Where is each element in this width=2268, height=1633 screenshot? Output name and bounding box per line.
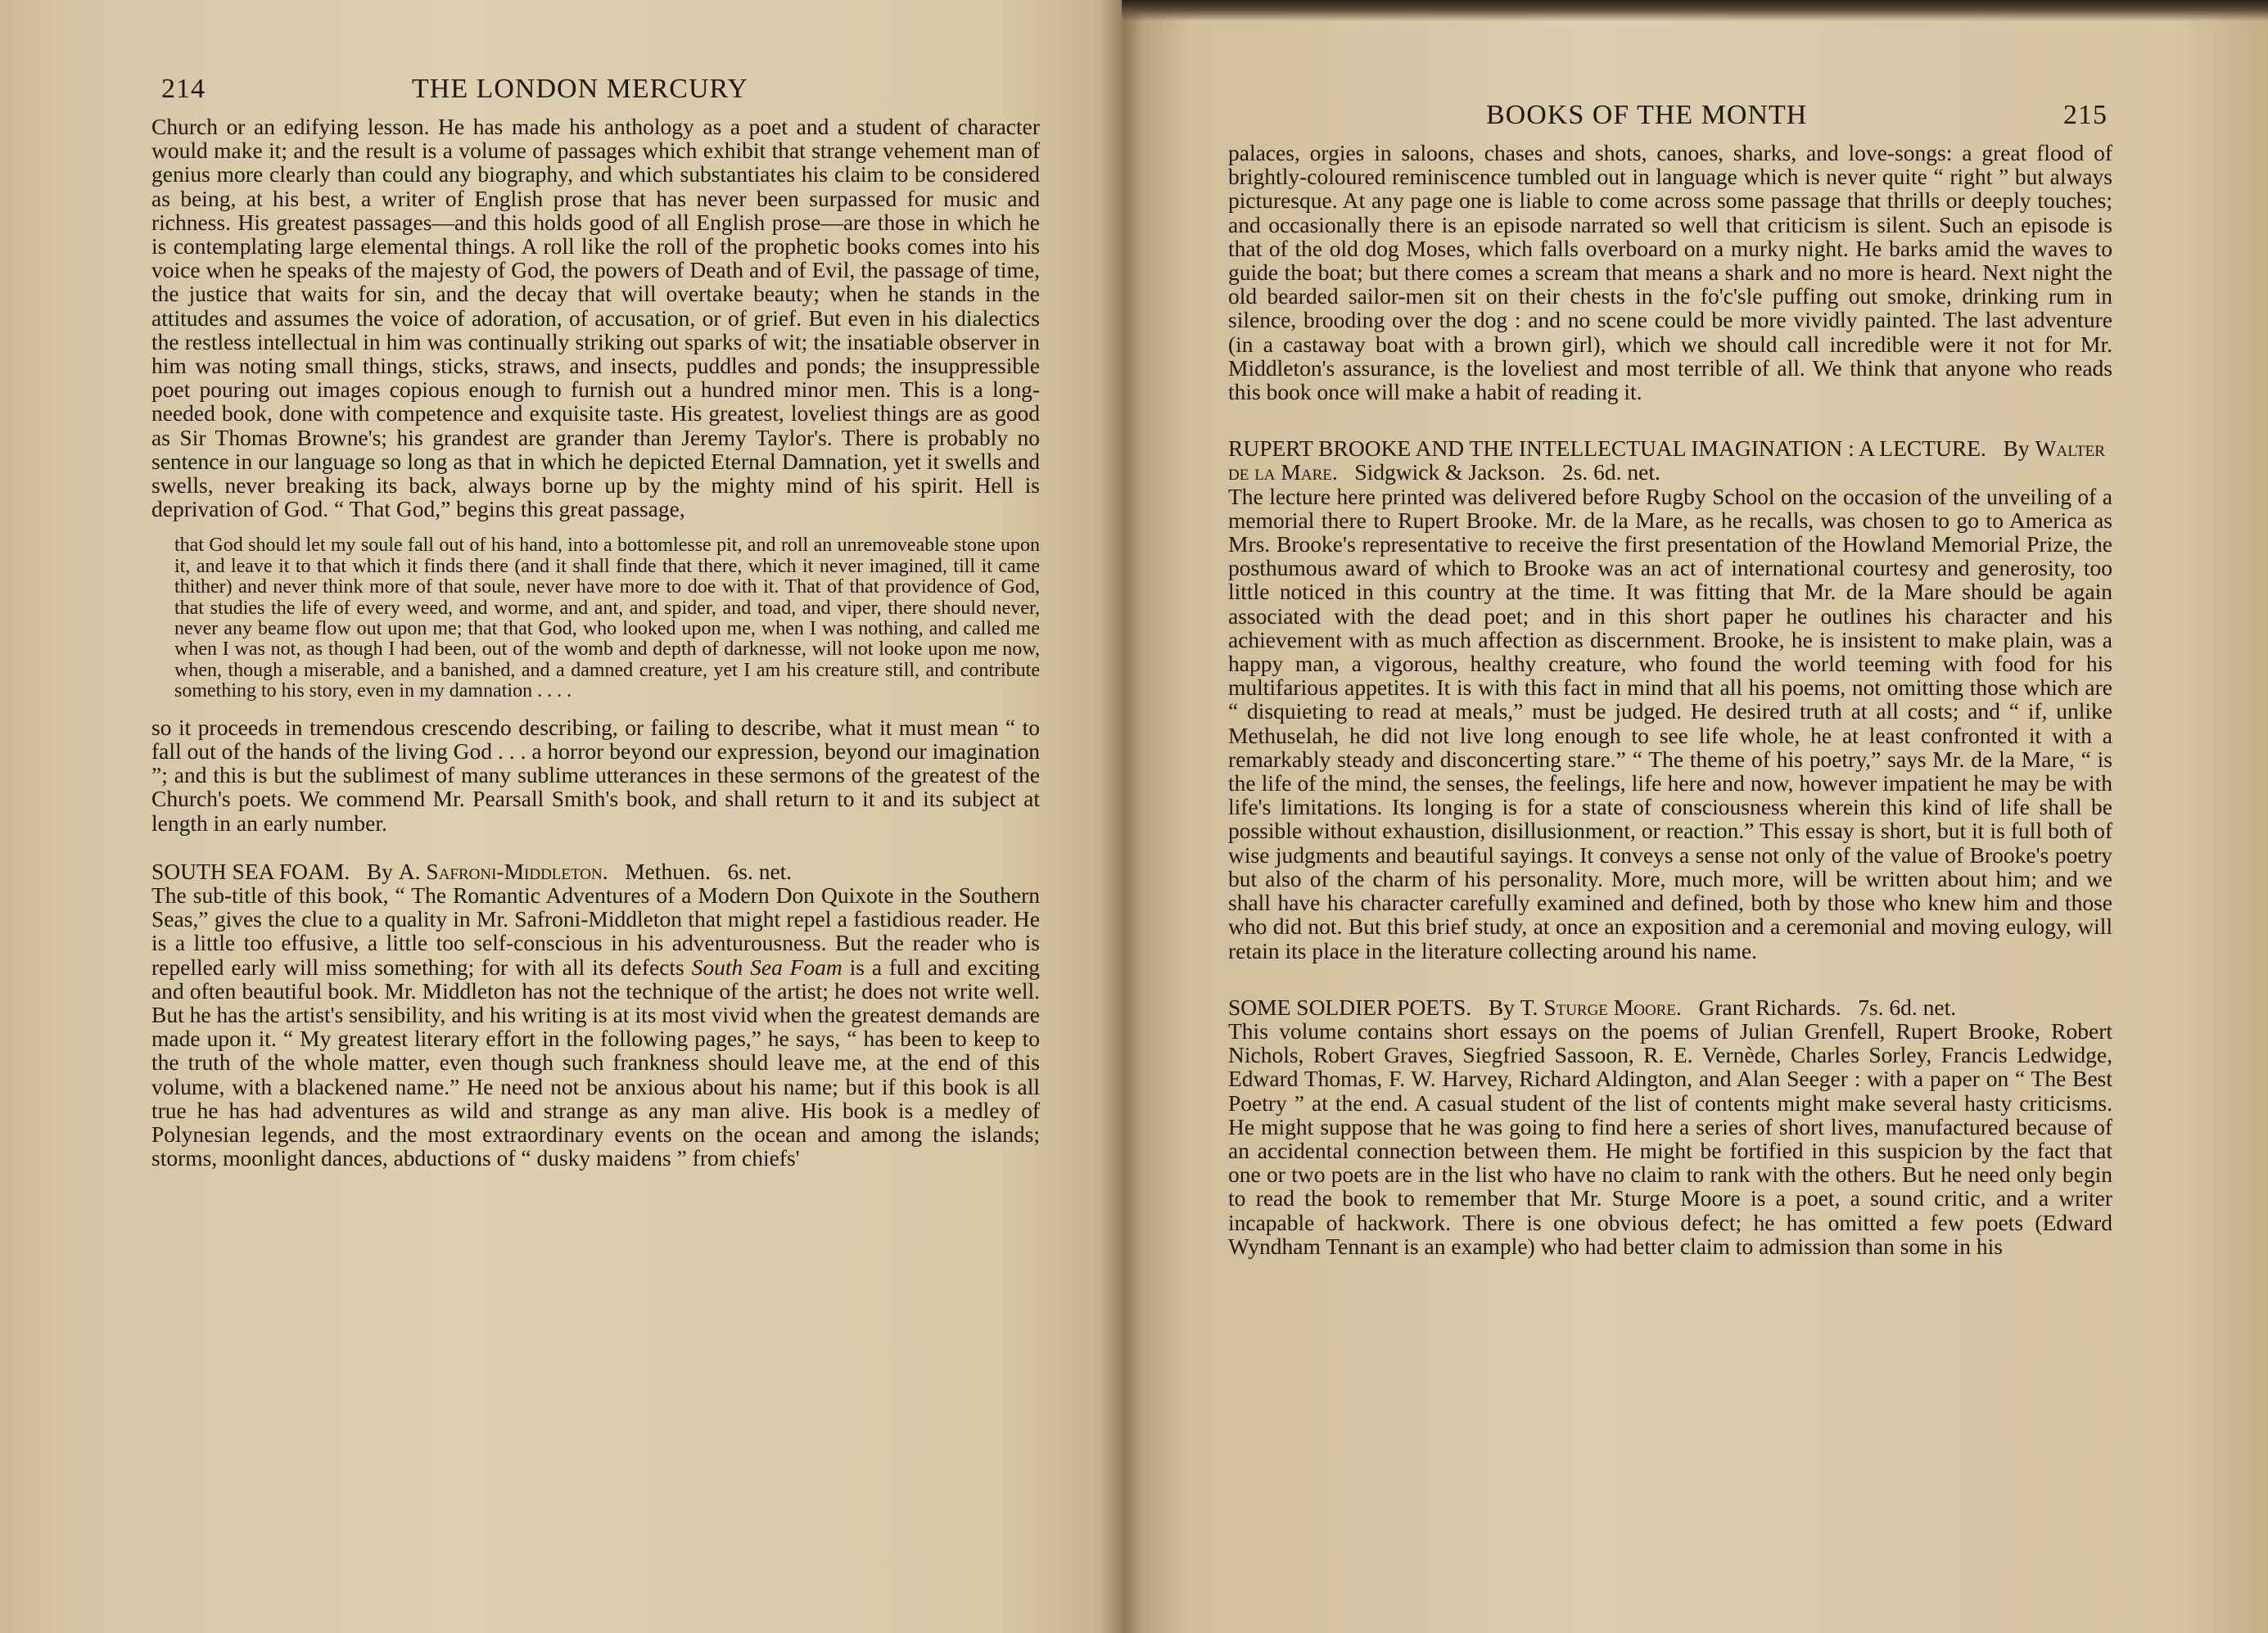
right-page-number: 215 xyxy=(2063,100,2108,130)
review-author: A. Safroni-Middleton. xyxy=(398,858,608,884)
review-body-south-sea-foam xyxy=(151,883,1040,1170)
review-by: By xyxy=(2003,435,2030,462)
donne-quotation: that God should let my soule fall out of his hand, into a bottomlesse pit, and roll an unremoveable stone upon it, and leave it to that which it finds there (and it shall finde that there, which it never imagined, till it came thither) and never think more of that soule, never have more to doe with it. That of that providence of God, that studies the life of every weed, and worme, and ant, and spider, and toad, and viper, there should never, never any beame flow out upon me; that that God, who looked upon me, when I was nothing, and called me when I was not, as though I had been, out of the womb and depth of darknesse, will not looke upon me now, when, though a miserable, and a banished, and a damned creature, yet I am his creature still, and contribute something to his story, even in my damnation . . . . xyxy=(174,535,1040,702)
left-running-head xyxy=(151,74,1040,115)
review-heading-soldier-poets xyxy=(1228,995,2112,1019)
review-publisher: Sidgwick & Jackson. xyxy=(1354,459,1546,485)
review-by: By xyxy=(366,858,393,884)
review-price: 2s. 6d. net. xyxy=(1561,459,1660,485)
review-title: RUPERT BROOKE AND THE INTELLECTUAL IMAGINATION : A LECTURE. xyxy=(1228,435,1986,462)
page-top-shadow xyxy=(1122,0,2268,21)
review-author: Walter de la Mare. xyxy=(1228,435,2105,485)
review-body-part-a: The sub-title of this book, “ The Romantic Adventures of a Modern Don Quixote in the Southern Seas,” gives the clue to a quality in Mr. Safroni-Middleton that might repel a fastidious reader. He is a little too effusive, a little too self-conscious in his adventurousness. But the reader who is repelled early will miss something; for with all its defects xyxy=(151,882,1040,980)
right-running-head xyxy=(1228,100,2112,141)
right-page xyxy=(1228,100,2112,1258)
review-title: SOUTH SEA FOAM. xyxy=(151,858,350,884)
review-body-rupert-brooke: The lecture here printed was delivered before Rugby School on the occasion of the unveiling of a memorial there to Rupert Brooke. Mr. de la Mare, as he recalls, was chosen to go to America as Mrs. Brooke's representative to receive the first presentation of the Howland Memorial Prize, the posthumous award of which to Brooke was an act of international courtesy and generosity, too little noticed in this country at the time. It was fitting that Mr. de la Mare should be again associated with the dead poet; and in this short paper he outlines his character and his achievement with as much affection as discernment. Brooke, he is insistent to make plain, was a happy man, a vigorous, healthy creature, who found the world teeming with food for his multifarious appetites. It is with this fact in mind that all his poems, not omitting those which are “ disquieting to read at meals,” must be judged. He desired truth at all costs; and “ if, unlike Methuselah, he did not live long enough to see life whole, he at least confronted it with a remarkably steady and disconcerting stare.” “ The theme of his poetry,” says Mr. de la Mare, “ is the life of the mind, the senses, the feelings, life here and now, however impatient he may be with life's limitations. Its longing is for a state of consciousness wherein this kind of life shall be possible without exhaustion, disillusionment, or reaction.” This essay is short, but it is full both of wise judgments and beautiful sayings. It conveys a sense not only of the value of Brooke's poetry but also of the charm of his personality. More, much more, will be written about him; and we shall have his character carefully examined and defined, both by those who knew him and those who did not. But this brief study, at once an exposition and a ceremonial and moving eulogy, will retain its place in the literature collecting around his name. xyxy=(1228,483,2112,963)
left-paragraph-2: so it proceeds in tremendous crescendo describing, or failing to describe, what it must mean “ to fall out of the hands of the living God . . . a horror beyond our expression, beyond our imagination ”; and this is but the sublimest of many sublime utterances in these sermons of the greatest of the Church's poets. We commend Mr. Pearsall Smith's book, and shall return to it and its subject at length in an early number. xyxy=(151,714,1040,836)
left-page-number: 214 xyxy=(161,74,206,104)
review-author: T. Sturge Moore. xyxy=(1520,994,1682,1020)
review-body-part-b: is a full and exciting and often beautiful book. Mr. Middleton has not the technique of the artist; he does not write well. But he has the artist's sensibility, and his writing is at its most vivid when the greatest demands are made upon it. “ My greatest literary effort in the following pages,” he says, “ has been to keep to the truth of the whole matter, even though such frankness should leave me, at the end of this volume, with a blackened name.” He need not be anxious about his name; but if this book is all true he has had adventures as wild and strange as any man alive. His book is a medley of Polynesian legends, and the most extraordinary events on the ocean and among the islands; storms, moonlight dances, abductions of “ dusky maidens ” from chiefs' xyxy=(151,954,1041,1171)
review-heading-rupert-brooke xyxy=(1228,436,2112,484)
review-title: SOME SOLDIER POETS. xyxy=(1228,994,1472,1020)
review-heading-south-sea-foam xyxy=(151,859,1040,883)
review-publisher: Grant Richards. xyxy=(1698,994,1841,1020)
left-page xyxy=(151,74,1040,1170)
left-paragraph-1: Church or an edifying lesson. He has made his anthology as a poet and a student of character would make it; and the result is a volume of passages which exhibit that strange vehement man of genius more clearly than could any biography, and which substantiates his claim to be considered as being, at his best, a writer of English prose that has never been surpassed for music and richness. His greatest passages—and this holds good of all English prose—are those in which he is contemplating large elemental things. A roll like the roll of the prophetic books comes into his voice when he speaks of the majesty of God, the powers of Death and of Evil, the passage of time, the justice that waits for sin, and the decay that will overtake beauty; when he stands in the attitudes and assumes the voice of adoration, of accusation, or of grief. But even in his dialectics the restless intellectual in him was continually striking out sparks of wit; the insatiable observer in him was noting small things, sticks, straws, and insects, puddles and ponds; the insuppressible poet pouring out images copious enough to furnish out a hundred minor men. This is a long-needed book, done with competence and exquisite taste. His greatest, loveliest things are as good as Sir Thomas Browne's; his grandest are grander than Jeremy Taylor's. There is probably no sentence in our language so long as that in which he depicted Eternal Damnation, yet it swells and swells, never breaking its back, always borne up by the mighty mind of his spirit. Hell is deprivation of God. “ That God,” begins this great passage, xyxy=(151,114,1040,522)
review-body-soldier-poets: This volume contains short essays on the poems of Julian Grenfell, Rupert Brooke, Robert Nichols, Robert Graves, Siegfried Sassoon, R. E. Vernède, Charles Sorley, Francis Ledwidge, Edward Thomas, F. W. Harvey, Richard Aldington, and Alan Seeger : with a paper on “ The Best Poetry ” at the end. A casual student of the list of contents might make several hasty criticisms. He might suppose that he was going to find here a series of short lives, manufactured because of an accidental connection between them. He might be fortified in this suspicion by the fact that one or two poets are in the list who have no claim to rank with the others. But he need only begin to read the book to remember that Mr. Sturge Moore is a poet, a sound critic, and a writer incapable of hackwork. There is one obvious defect; he has omitted a few poets (Edward Wyndham Tennant is an example) who had better claim to admission than some in his xyxy=(1228,1017,2112,1259)
review-publisher: Methuen. xyxy=(625,858,711,884)
right-paragraph-1: palaces, orgies in saloons, chases and shots, canoes, sharks, and love-songs: a great flood of brightly-coloured reminiscence tumbled out in language which is never quite “ right ” but always picturesque. At any page one is liable to come across some passage that thrills or deeply touches; and occasionally there is an episode narrated so well that criticism is silent. Such an episode is that of the old dog Moses, which falls overboard on a murky night. He barks amid the waves to guide the boat; but there comes a scream that means a shark and no more is heard. Next night the old bearded sailor-men sit on their chests in the fo'c'sle puffing out smoke, drinking rum in silence, brooding over the dog : and no scene could be more vividly painted. The last adventure (in a castaway boat with a brown girl), which we should call incredible were it not for Mr. Middleton's assurance, is the loveliest and most terrible of all. We think that anyone who reads this book once will make a habit of reading it. xyxy=(1228,140,2112,405)
review-price: 7s. 6d. net. xyxy=(1858,994,1957,1020)
review-by: By xyxy=(1488,994,1515,1020)
right-running-title: BOOKS OF THE MONTH xyxy=(1486,100,1808,130)
left-running-title: THE LONDON MERCURY xyxy=(412,74,748,104)
review-price: 6s. net. xyxy=(727,858,793,884)
book-title-italic: South Sea Foam xyxy=(691,954,843,980)
